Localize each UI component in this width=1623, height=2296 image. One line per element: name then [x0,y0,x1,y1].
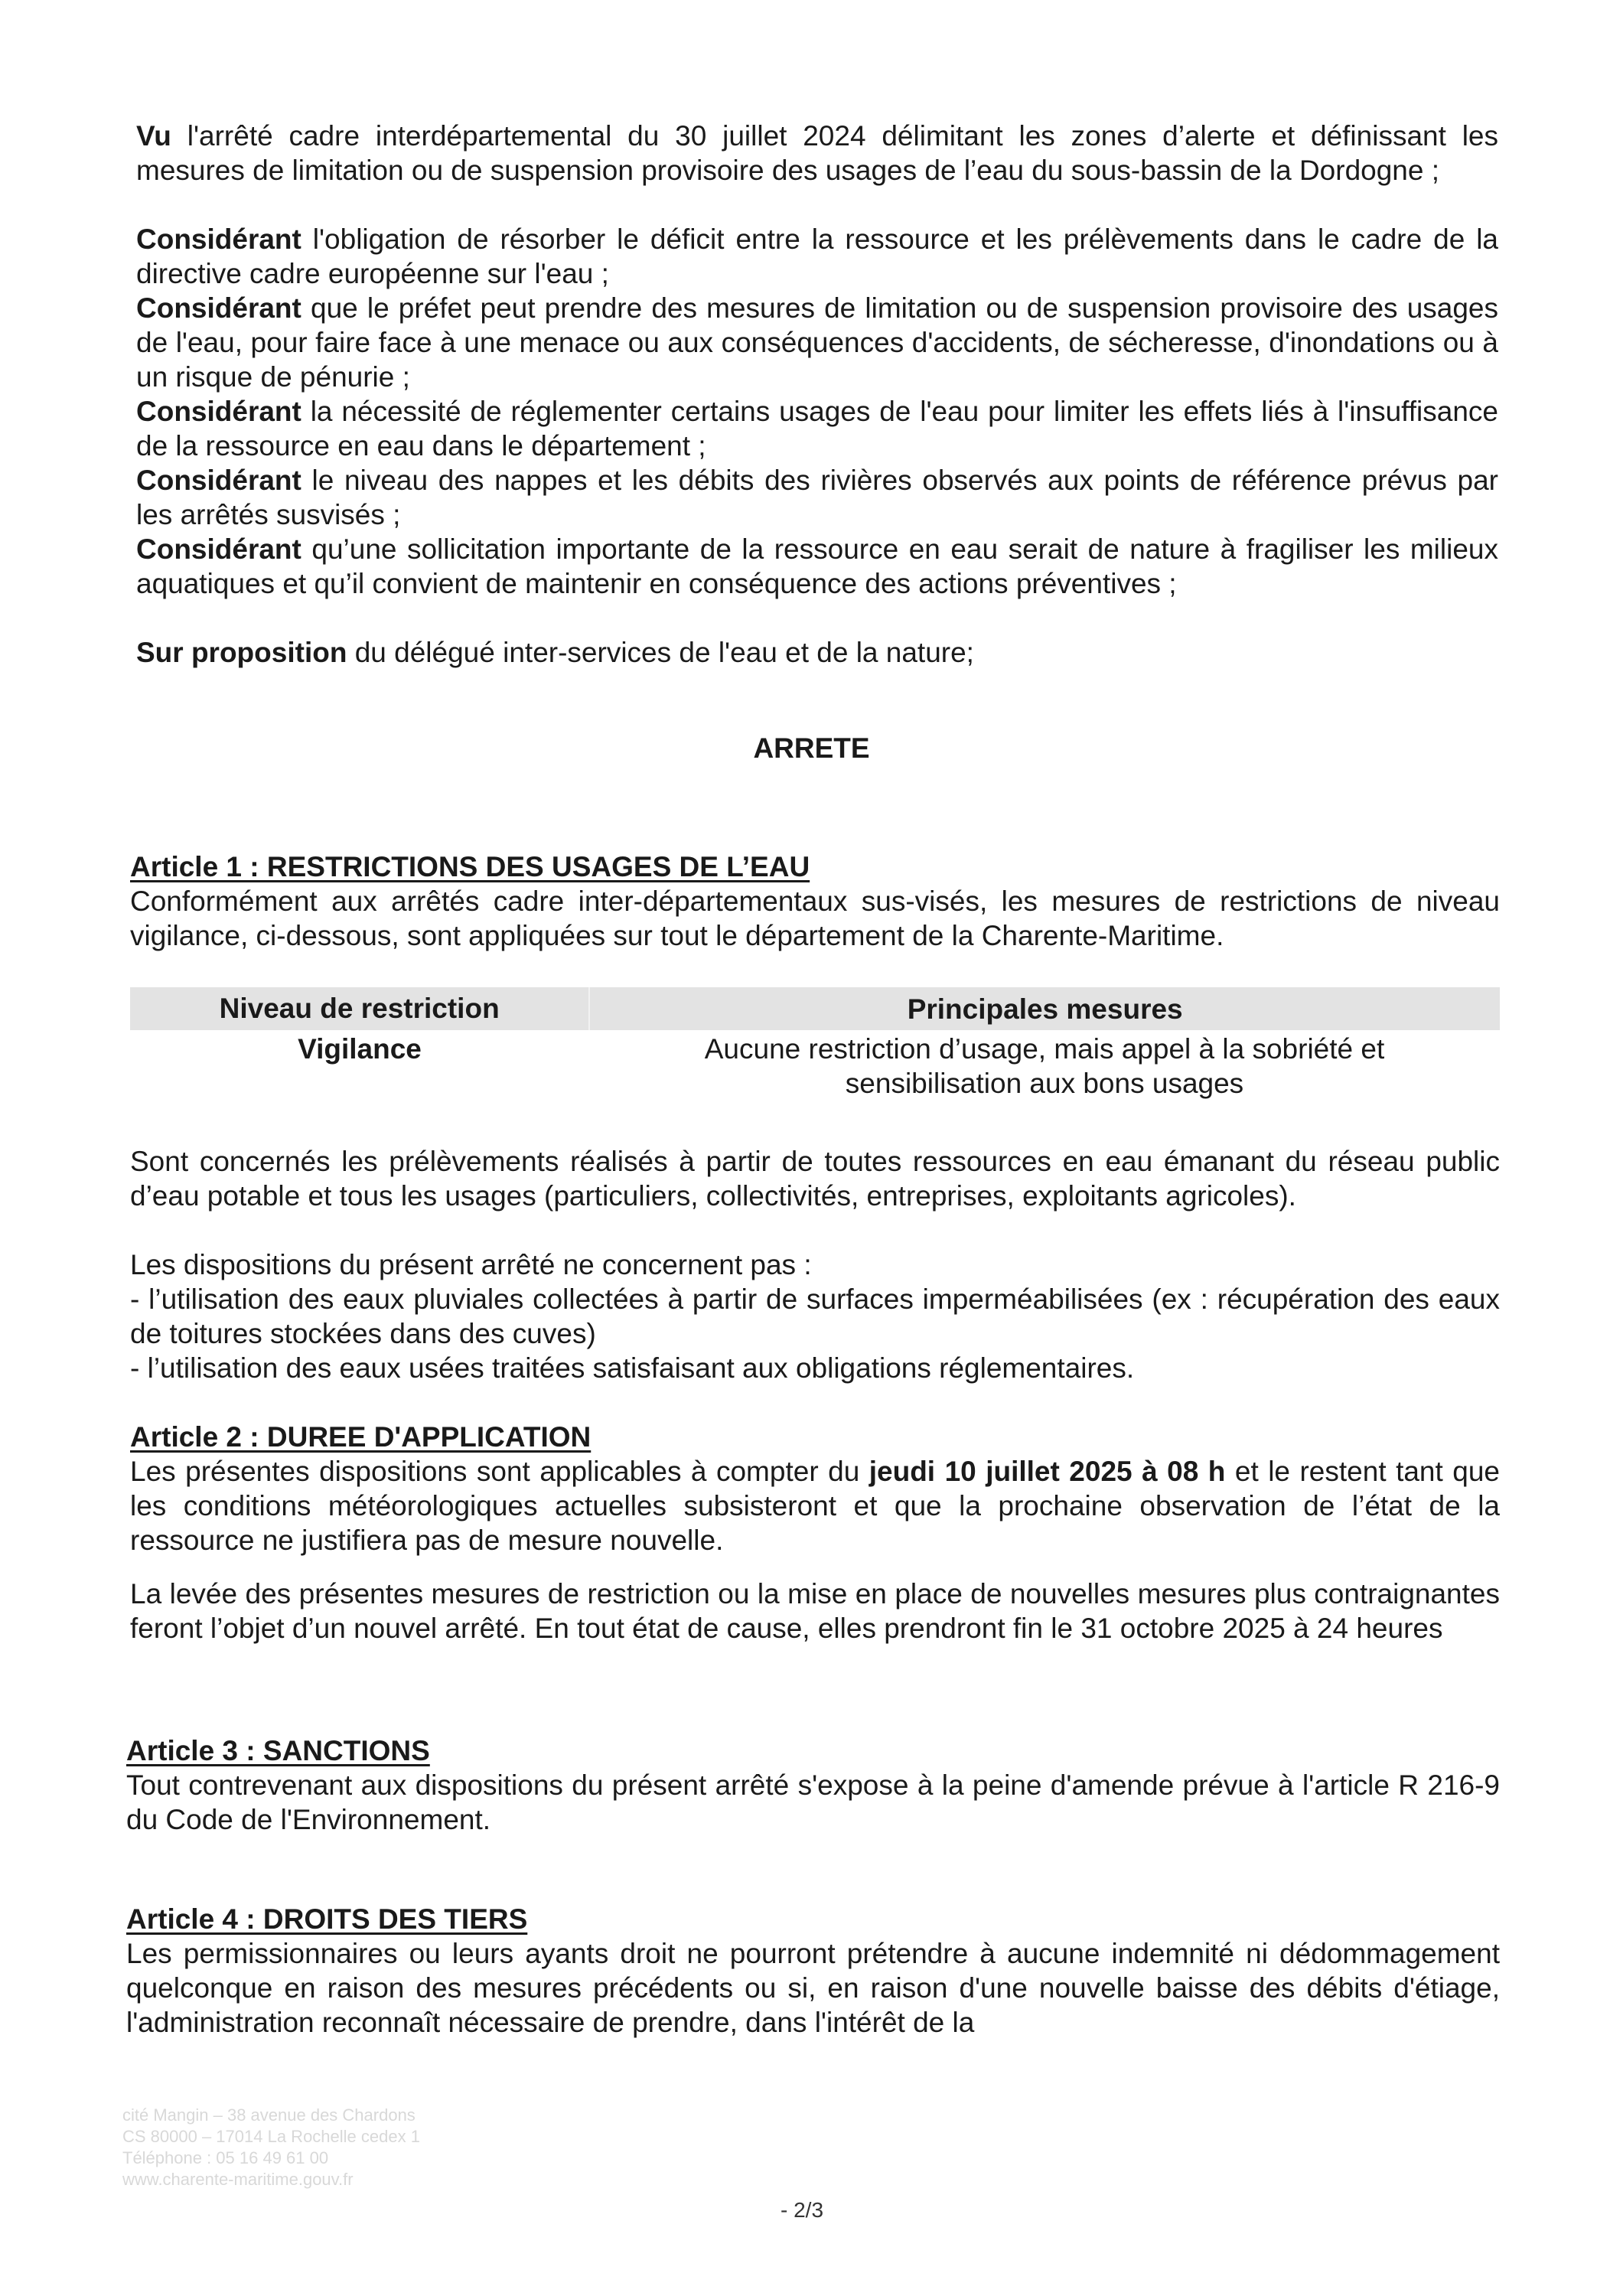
considerant-2-text: que le préfet peut prendre des mesures de limitation ou de suspension provisoire des usages de l'eau, pour faire face à une menace ou aux conséquences d'accidents, de sécheresse, d'inondations ou à un risque de pénurie ; [136,292,1498,393]
arrete-title: ARRETE [753,732,870,764]
vu-paragraph [136,119,1498,188]
article-1-intro: Conformément aux arrêtés cadre inter-départementaux sus-visés, les mesures de restrictions de niveau vigilance, ci-dessous, sont appliquées sur tout le département de la Charente-Maritime. [130,885,1500,951]
row-level: Vigilance [298,1033,422,1065]
footer-address-line-2: CS 80000 – 17014 La Rochelle cedex 1 [122,2127,420,2146]
vu-label: Vu [136,120,171,152]
considerant-1-paragraph [136,222,1498,291]
restriction-table-row [130,1030,1500,1101]
footer-address-line-1: cité Mangin – 38 avenue des Chardons [122,2105,416,2125]
article-4-heading: Article 4 : DROITS DES TIERS [126,1903,528,1935]
footer-address-line-3: Téléphone : 05 16 49 61 00 [122,2148,329,2167]
considerant-3-paragraph [136,394,1498,463]
considerant-2-paragraph [136,291,1498,394]
article-1-exclusion-1: - l’utilisation des eaux pluviales collectées à partir de surfaces imperméabilisées (ex : récupération des eaux de toitures stockées dans des cuves) [130,1283,1500,1349]
article-2-heading: Article 2 : DUREE D'APPLICATION [130,1421,592,1453]
considerant-5-label: Considérant [136,533,301,565]
considerant-1-text: l'obligation de résorber le déficit entre la ressource et les prélèvements dans le cadre de la directive cadre européenne sur l'eau ; [136,223,1498,289]
page-number: - 2/3 [781,2198,824,2222]
article-1-exclusion-2: - l’utilisation des eaux usées traitées satisfaisant aux obligations réglementaires. [130,1352,1135,1384]
article-4-text: Les permissionnaires ou leurs ayants droit ne pourront prétendre à aucune indemnité ni dédommagement quelconque en raison des mesures précédents ou si, en raison d'une nouvelle baisse des débits d'étiage, l'administration reconnaît nécessaire de prendre, dans l'intérêt de la [126,1938,1500,2038]
article-1-exclusions-intro: Les dispositions du présent arrêté ne concernent pas : [130,1249,812,1280]
row-measures [589,1032,1500,1101]
article-2-paragraph-1 [130,1454,1500,1557]
considerant-4-text: le niveau des nappes et les débits des rivières observés aux points de référence prévus par les arrêtés susvisés ; [136,465,1498,530]
considerant-4-label: Considérant [136,465,301,496]
article-2-text-after: et le restent tant que les conditions météorologiques actuelles subsisteront et que la prochaine observation de l’état de la ressource ne justifiera pas de mesure nouvelle. [130,1456,1500,1556]
considerant-3-text: la nécessité de réglementer certains usages de l'eau pour limiter les effets liés à l'insuffisance de la ressource en eau dans le département ; [136,396,1498,461]
considerant-5-paragraph [136,532,1498,601]
header-measures: Principales mesures [907,993,1183,1025]
article-2-date: jeudi 10 juillet 2025 à 08 h [869,1456,1226,1487]
considerant-2-label: Considérant [136,292,301,324]
restriction-table-header [130,987,1500,1030]
row-measures-line-1: Aucune restriction d’usage, mais appel à la sobriété et [704,1033,1385,1065]
considerant-1-label: Considérant [136,223,301,255]
row-measures-line-2: sensibilisation aux bons usages [845,1068,1244,1099]
proposition-paragraph [136,635,1498,670]
proposition-label: Sur proposition [136,637,347,668]
proposition-text: du délégué inter-services de l'eau et de la nature; [347,637,974,668]
header-level: Niveau de restriction [130,987,590,1030]
article-1-heading: Article 1 : RESTRICTIONS DES USAGES DE L’EAU [130,851,810,882]
article-3-heading: Article 3 : SANCTIONS [126,1735,430,1766]
footer-address [122,2105,420,2190]
footer-address-line-4: www.charente-maritime.gouv.fr [122,2170,354,2189]
vu-text: l'arrêté cadre interdépartemental du 30 juillet 2024 délimitant les zones d’alerte et définissant les mesures de limitation ou de suspension provisoire des usages de l’eau du sous-bassin de la Dordogne ; [136,120,1498,186]
restriction-table [130,987,1500,1101]
considerant-4-paragraph [136,463,1498,532]
article-2-paragraph-2: La levée des présentes mesures de restriction ou la mise en place de nouvelles mesures plus contraignantes feront l’objet d’un nouvel arrêté. En tout état de cause, elles prendront fin le 31 octobre 2025 à 24 heures [130,1578,1500,1644]
article-3-text: Tout contrevenant aux dispositions du présent arrêté s'expose à la peine d'amende prévue à l'article R 216-9 du Code de l'Environnement. [126,1769,1500,1835]
article-2-text-before: Les présentes dispositions sont applicables à compter du [130,1456,869,1487]
considerant-3-label: Considérant [136,396,301,427]
considerant-5-text: qu’une sollicitation importante de la ressource en eau serait de nature à fragiliser les milieux aquatiques et qu’il convient de maintenir en conséquence des actions préventives ; [136,533,1498,599]
article-1-concerned: Sont concernés les prélèvements réalisés à partir de toutes ressources en eau émanant du réseau public d’eau potable et tous les usages (particuliers, collectivités, entreprises, exploitants agricoles). [130,1146,1500,1212]
